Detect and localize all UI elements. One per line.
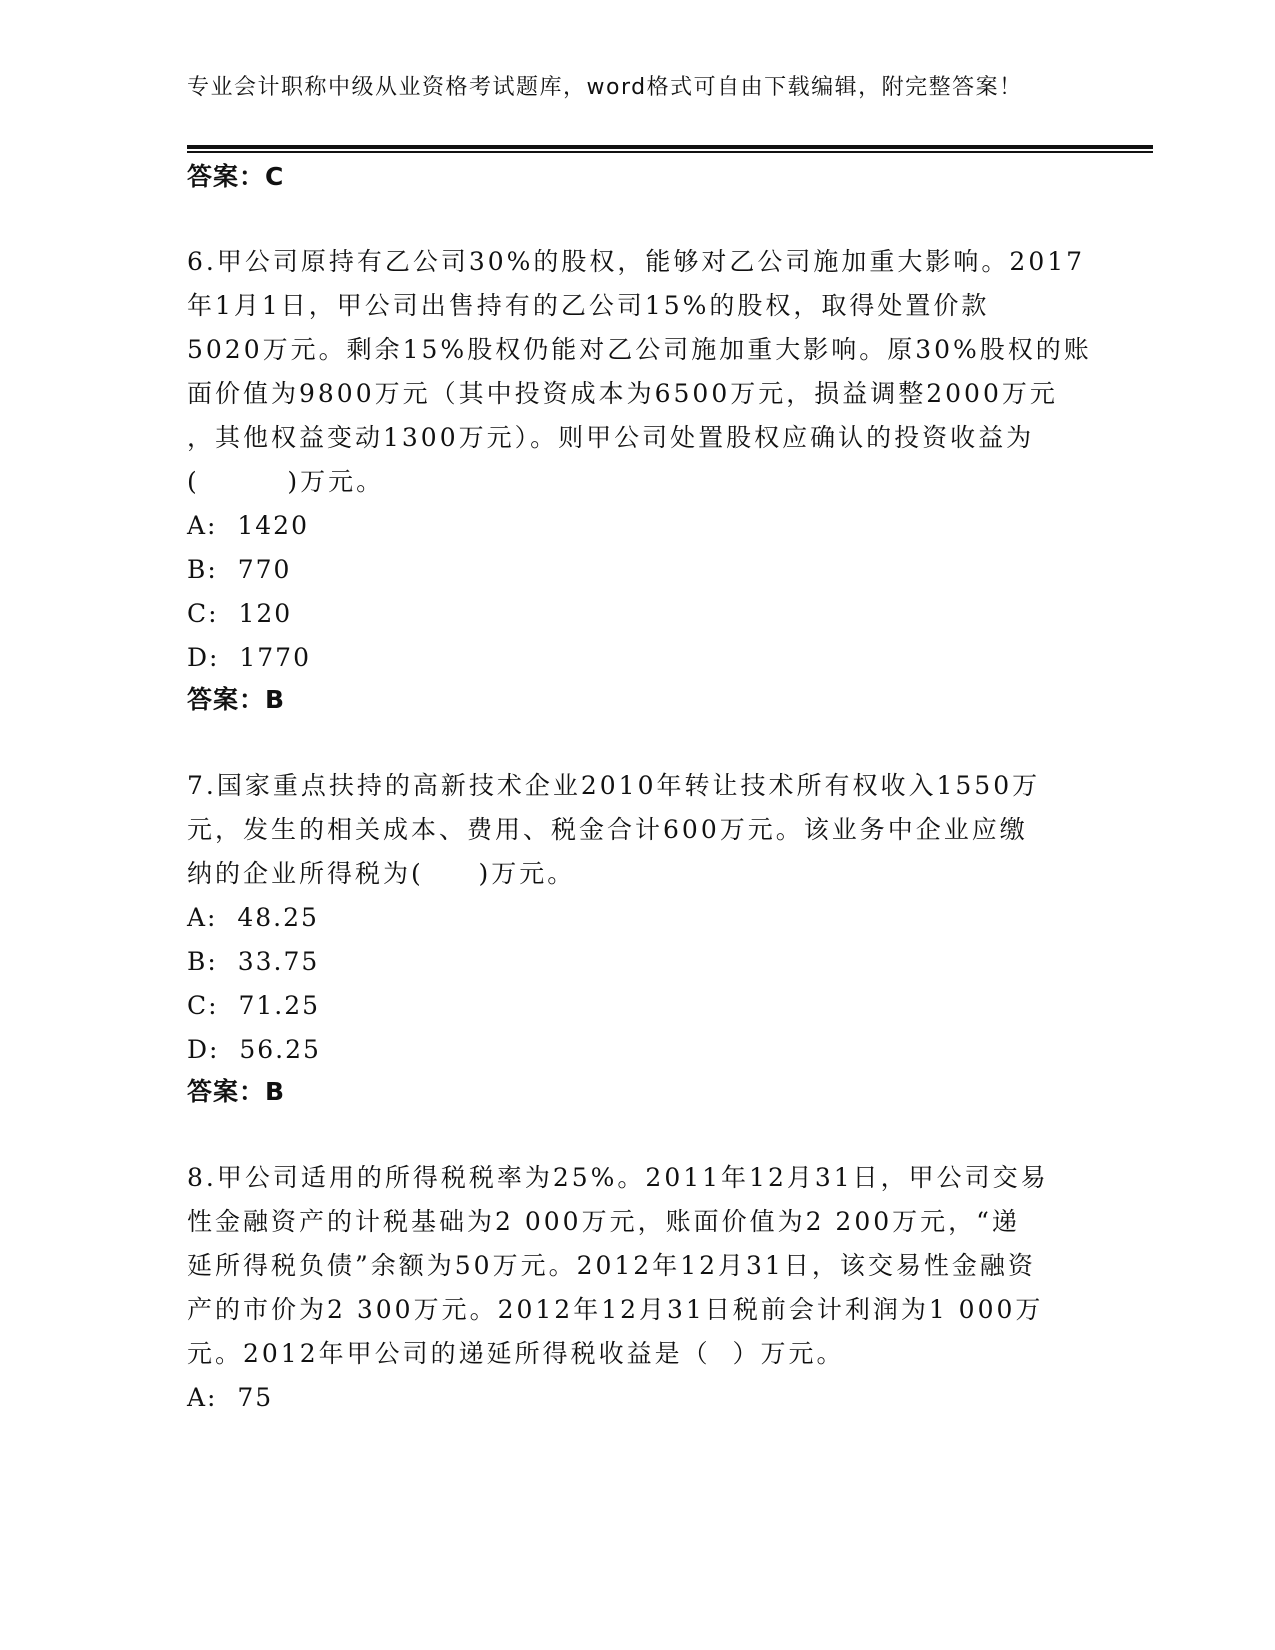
question-line: 元。2012年甲公司的递延所得税收益是（ ）万元。 xyxy=(187,1339,845,1368)
header-rule-thin xyxy=(187,151,1153,153)
question-line: ( )万元。 xyxy=(187,467,385,496)
option-c: C: 71.25 xyxy=(187,991,321,1020)
option-d: D: 1770 xyxy=(187,643,311,672)
header-rule-thick xyxy=(187,145,1153,149)
page-header: 专业会计职称中级从业资格考试题库，word格式可自由下载编辑，附完整答案！ xyxy=(187,75,1023,100)
previous-answer: 答案：C xyxy=(187,162,285,191)
option-d: D: 56.25 xyxy=(187,1035,321,1064)
question-line: 5020万元。剩余15%股权仍能对乙公司施加重大影响。原30%股权的账 xyxy=(187,335,1092,364)
question-line: 6.甲公司原持有乙公司30%的股权，能够对乙公司施加重大影响。2017 xyxy=(187,247,1086,276)
question-line: 产的市价为2 300万元。2012年12月31日税前会计利润为1 000万 xyxy=(187,1295,1044,1324)
option-a: A: 1420 xyxy=(187,511,309,540)
question-line: 面价值为9800万元（其中投资成本为6500万元，损益调整2000万元 xyxy=(187,379,1058,408)
question-line: 年1月1日，甲公司出售持有的乙公司15%的股权，取得处置价款 xyxy=(187,291,990,320)
option-c: C: 120 xyxy=(187,599,293,628)
question-line: 纳的企业所得税为( )万元。 xyxy=(187,859,576,888)
question-line: ，其他权益变动1300万元）。则甲公司处置股权应确认的投资收益为 xyxy=(187,423,1035,452)
option-b: B: 33.75 xyxy=(187,947,320,976)
option-a: A: 48.25 xyxy=(187,903,319,932)
question-line: 7.国家重点扶持的高新技术企业2010年转让技术所有权收入1550万 xyxy=(187,771,1041,800)
option-a: A: 75 xyxy=(187,1383,274,1412)
answer: 答案：B xyxy=(187,685,286,714)
question-line: 元，发生的相关成本、费用、税金合计600万元。该业务中企业应缴 xyxy=(187,815,1028,844)
question-line: 延所得税负债”余额为50万元。2012年12月31日，该交易性金融资 xyxy=(187,1251,1036,1280)
question-line: 8.甲公司适用的所得税税率为25%。2011年12月31日，甲公司交易 xyxy=(187,1163,1049,1192)
answer: 答案：B xyxy=(187,1077,286,1106)
question-line: 性金融资产的计税基础为2 000万元，账面价值为2 200万元，“递 xyxy=(187,1207,1020,1236)
option-b: B: 770 xyxy=(187,555,292,584)
